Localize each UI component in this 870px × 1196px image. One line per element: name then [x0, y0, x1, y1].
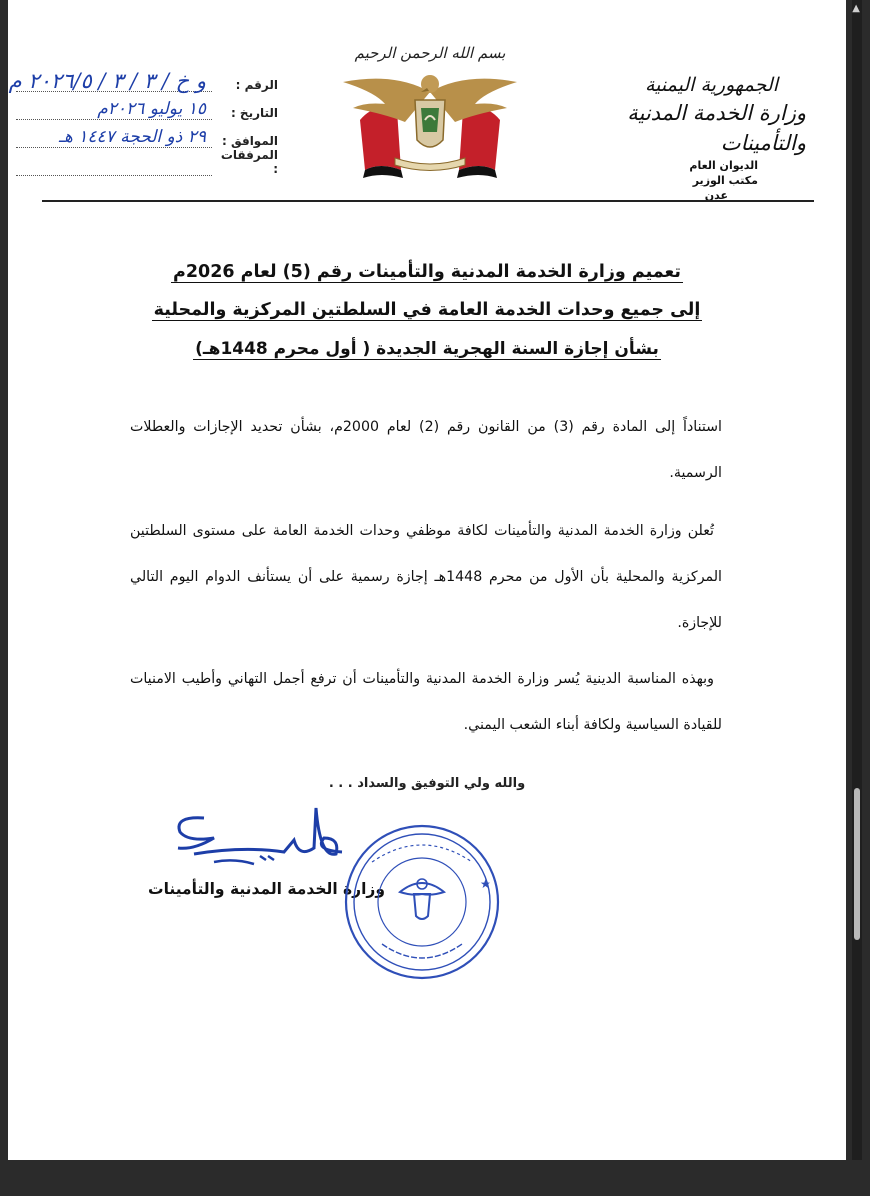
field-attachments-label: المرفقات : — [220, 148, 278, 176]
field-hijri-label: الموافق : — [222, 134, 278, 148]
ministry-header — [586, 72, 806, 203]
minister-office: مكتب الوزير — [692, 174, 758, 187]
field-date-value: ١٥ يوليو ٢٠٢٦م — [97, 99, 206, 119]
scroll-up-icon[interactable]: ▲ — [852, 3, 860, 14]
header-divider — [42, 200, 814, 202]
yemen-emblem-icon — [335, 62, 525, 180]
field-number-value: و خ / ٣ / ٣ / ٢٠٢٦/٥ م — [8, 69, 206, 93]
official-stamp-icon — [342, 822, 502, 982]
field-number — [8, 64, 278, 93]
closing-line: والله ولي التوفيق والسداد . . . — [328, 776, 526, 791]
body-paragraph-3-text: وبهذه المناسبة الدينية يُسر وزارة الخدمة المدنية والتأمينات أن ترفع أجمل التهاني وأطيب الامنيات للقيادة السياسية ولكافة أبناء الشعب اليمني. — [130, 671, 722, 733]
circular-subject-text: بشأن إجازة السنة الهجرية الجديدة ( أول محرم 1448هـ) — [195, 339, 659, 359]
viewer-bottom-strip — [0, 1160, 870, 1196]
republic-name: الجمهورية اليمنية — [644, 74, 778, 96]
circular-title-text: تعميم وزارة الخدمة المدنية والتأمينات رقم (5) لعام 2026م — [173, 262, 681, 282]
reference-fields — [8, 64, 278, 176]
circular-recipients-text: إلى جميع وحدات الخدمة العامة في السلطتين المركزية والمحلية — [153, 300, 701, 320]
body-paragraph-2 — [130, 508, 722, 646]
circular-recipients — [8, 300, 846, 320]
circular-subject — [8, 339, 846, 359]
body-paragraph-2-text: تُعلن وزارة الخدمة المدنية والتأمينات لكافة موظفي وحدات الخدمة العامة على مستوى السلطتين المركزية والمحلية بأن الأول من محرم 1448هـ إجازة رسمية على أن يستأنف الدوام اليوم التالي للإجازة. — [130, 523, 722, 631]
city-name: عدن — [704, 189, 728, 202]
circular-title — [8, 262, 846, 282]
field-date — [16, 92, 278, 120]
body-paragraph-1-text: استناداً إلى المادة رقم (3) من القانون رقم (2) لعام 2000م، بشأن تحديد الإجازات والعطلات الرسمية. — [130, 419, 722, 481]
basmala: بسم الله الرحمن الرحيم — [354, 44, 506, 62]
field-attachments — [16, 148, 278, 176]
general-office: الديوان العام — [689, 159, 758, 172]
svg-text:★: ★ — [480, 877, 491, 891]
field-date-label: التاريخ : — [230, 106, 278, 120]
field-number-label: الرقم : — [235, 78, 278, 92]
emblem-block — [330, 44, 530, 194]
field-hijri-date — [16, 120, 278, 148]
ministry-name: وزارة الخدمة المدنية والتأمينات — [627, 101, 806, 155]
body-paragraph-1 — [130, 404, 722, 496]
field-hijri-value: ٢٩ ذو الحجة ١٤٤٧ هـ — [58, 127, 206, 147]
signer-name: وزارة الخدمة المدنية والتأمينات — [148, 880, 385, 898]
scrollbar[interactable] — [852, 0, 862, 1196]
body-paragraph-3 — [130, 656, 722, 748]
document-page — [8, 0, 846, 1160]
scrollbar-thumb[interactable] — [854, 788, 860, 940]
signature-icon — [164, 798, 354, 888]
